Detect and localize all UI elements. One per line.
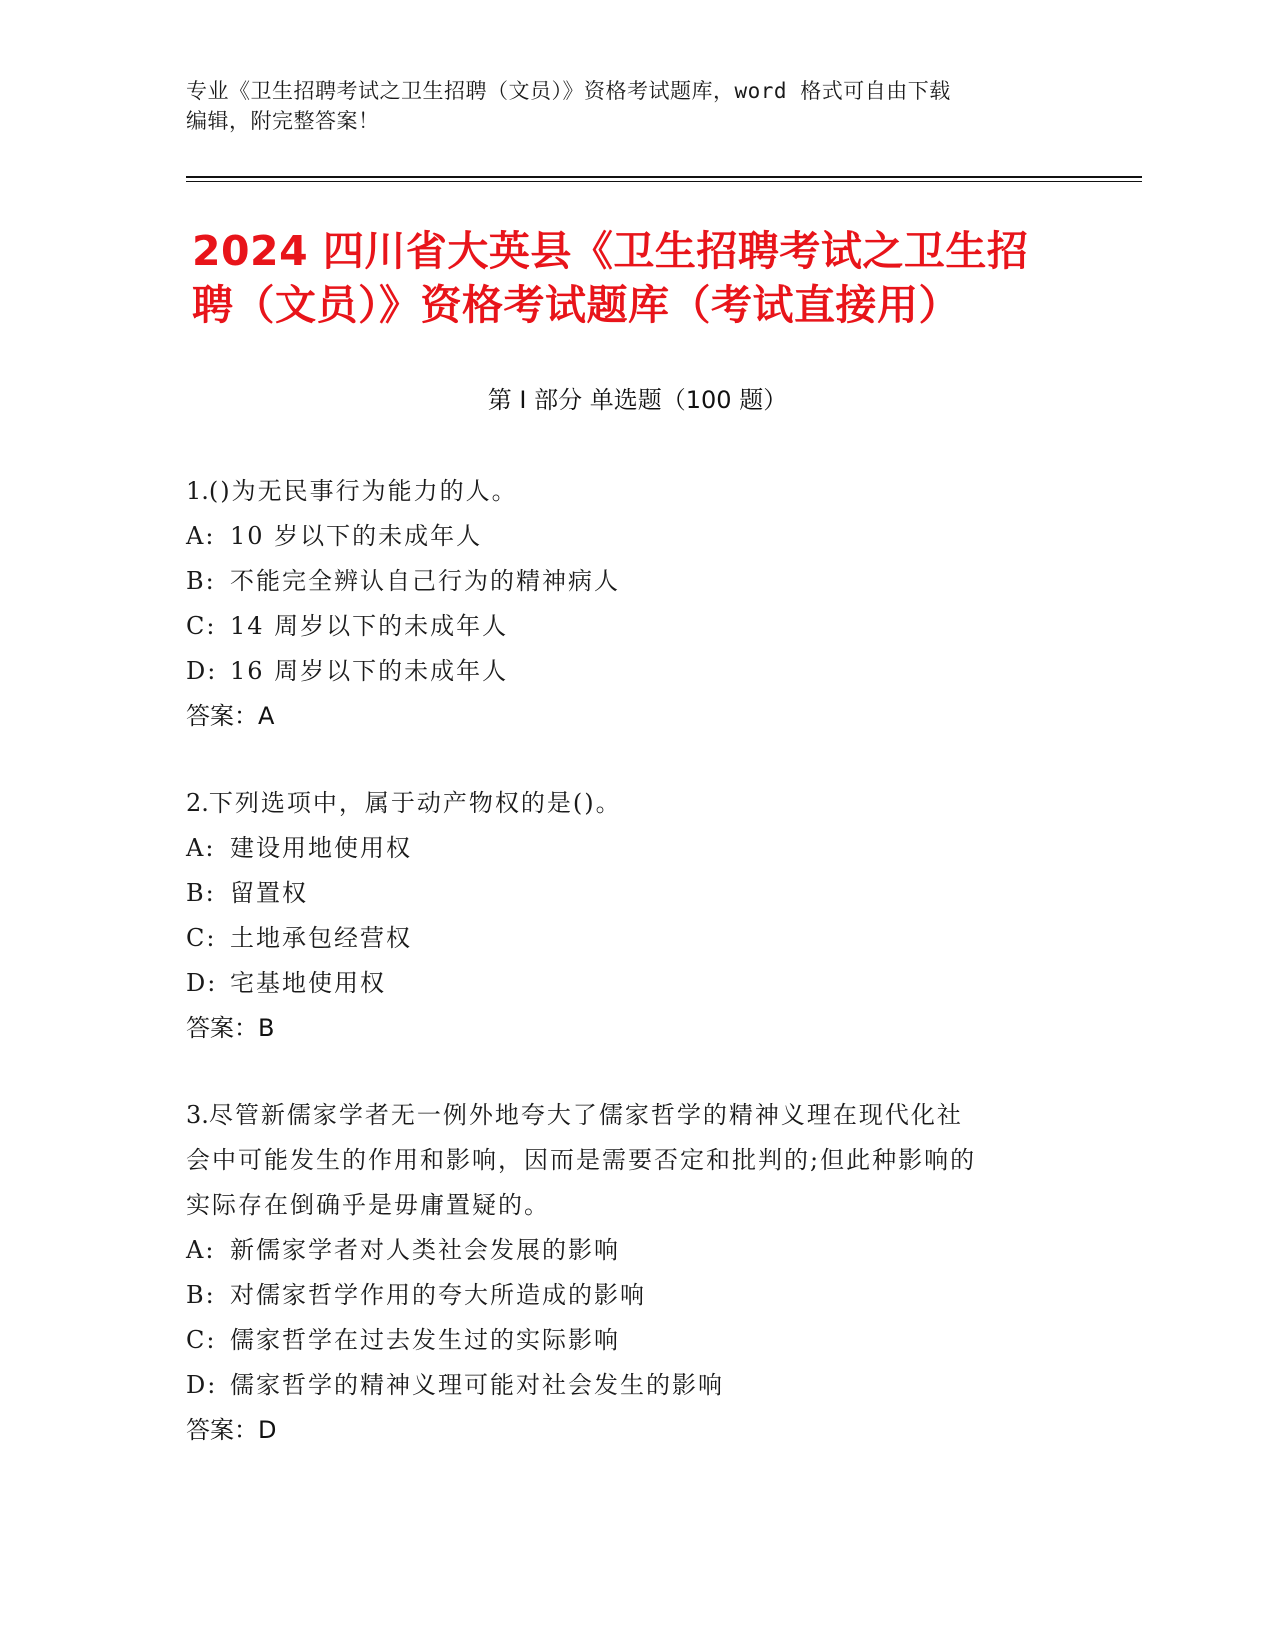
answer-line bbox=[186, 1006, 1086, 1051]
option-c bbox=[186, 604, 1086, 649]
document-title-line-2: 聘（文员）》资格考试题库（考试直接用） bbox=[192, 281, 960, 329]
option-letter: C: bbox=[186, 1326, 217, 1354]
question-stem-text: ()为无民事行为能力的人。 bbox=[208, 477, 518, 505]
option-text: 10 岁以下的未成年人 bbox=[230, 522, 483, 550]
option-text: 新儒家学者对人类社会发展的影响 bbox=[230, 1236, 620, 1264]
header-divider-thick bbox=[186, 176, 1142, 178]
question-stem bbox=[186, 1093, 1086, 1138]
document-title bbox=[192, 224, 1092, 332]
header-note-line-1: 专业《卫生招聘考试之卫生招聘（文员）》资格考试题库，word 格式可自由下载 bbox=[186, 79, 951, 103]
question-3 bbox=[186, 1093, 1086, 1453]
answer-line bbox=[186, 1408, 1086, 1453]
question-stem bbox=[186, 469, 1086, 514]
answer-line bbox=[186, 694, 1086, 739]
answer-label: 答案： bbox=[186, 1014, 258, 1042]
answer-value: D bbox=[258, 1416, 277, 1444]
option-letter: A: bbox=[186, 522, 216, 550]
option-letter: D: bbox=[186, 657, 218, 685]
option-letter: A: bbox=[186, 834, 216, 862]
question-number: 1. bbox=[186, 477, 209, 505]
option-a bbox=[186, 514, 1086, 559]
answer-value: A bbox=[258, 702, 275, 730]
section-title: 第 I 部分 单选题（100 题） bbox=[487, 386, 788, 414]
option-text: 儒家哲学在过去发生过的实际影响 bbox=[230, 1326, 620, 1354]
option-letter: D: bbox=[186, 1371, 218, 1399]
question-stem bbox=[186, 781, 1086, 826]
option-b bbox=[186, 1273, 1086, 1318]
question-stem-text: 下列选项中，属于动产物权的是()。 bbox=[208, 789, 622, 817]
option-letter: B: bbox=[186, 1281, 216, 1309]
question-number: 2. bbox=[186, 789, 209, 817]
option-c bbox=[186, 916, 1086, 961]
option-text: 宅基地使用权 bbox=[230, 969, 386, 997]
option-a bbox=[186, 826, 1086, 871]
option-text: 16 周岁以下的未成年人 bbox=[230, 657, 509, 685]
question-stem-text: 尽管新儒家学者无一例外地夸大了儒家哲学的精神义理在现代化社 bbox=[208, 1101, 963, 1129]
question-number: 3. bbox=[186, 1101, 209, 1129]
option-text: 土地承包经营权 bbox=[230, 924, 412, 952]
option-b bbox=[186, 871, 1086, 916]
answer-label: 答案： bbox=[186, 1416, 258, 1444]
option-d bbox=[186, 961, 1086, 1006]
option-c bbox=[186, 1318, 1086, 1363]
option-letter: B: bbox=[186, 567, 216, 595]
option-letter: B: bbox=[186, 879, 216, 907]
question-stem-continued: 会中可能发生的作用和影响，因而是需要否定和批判的;但此种影响的 bbox=[186, 1146, 977, 1174]
document-title-line-1: 2024 四川省大英县《卫生招聘考试之卫生招 bbox=[192, 227, 1029, 275]
option-text: 留置权 bbox=[230, 879, 308, 907]
question-stem-continued: 实际存在倒确乎是毋庸置疑的。 bbox=[186, 1191, 550, 1219]
question-1 bbox=[186, 469, 1086, 739]
header-note bbox=[186, 76, 1086, 136]
option-letter: A: bbox=[186, 1236, 216, 1264]
option-letter: C: bbox=[186, 612, 217, 640]
question-2 bbox=[186, 781, 1086, 1051]
option-text: 14 周岁以下的未成年人 bbox=[230, 612, 509, 640]
option-letter: C: bbox=[186, 924, 217, 952]
question-list bbox=[186, 469, 1086, 1495]
option-text: 对儒家哲学作用的夸大所造成的影响 bbox=[230, 1281, 646, 1309]
option-text: 儒家哲学的精神义理可能对社会发生的影响 bbox=[230, 1371, 724, 1399]
option-a bbox=[186, 1228, 1086, 1273]
header-note-line-2: 编辑，附完整答案！ bbox=[186, 109, 380, 133]
option-d bbox=[186, 649, 1086, 694]
option-d bbox=[186, 1363, 1086, 1408]
option-letter: D: bbox=[186, 969, 218, 997]
option-b bbox=[186, 559, 1086, 604]
answer-value: B bbox=[258, 1014, 275, 1042]
answer-label: 答案： bbox=[186, 702, 258, 730]
option-text: 不能完全辨认自己行为的精神病人 bbox=[230, 567, 620, 595]
header-divider-thin bbox=[186, 181, 1142, 182]
option-text: 建设用地使用权 bbox=[230, 834, 412, 862]
